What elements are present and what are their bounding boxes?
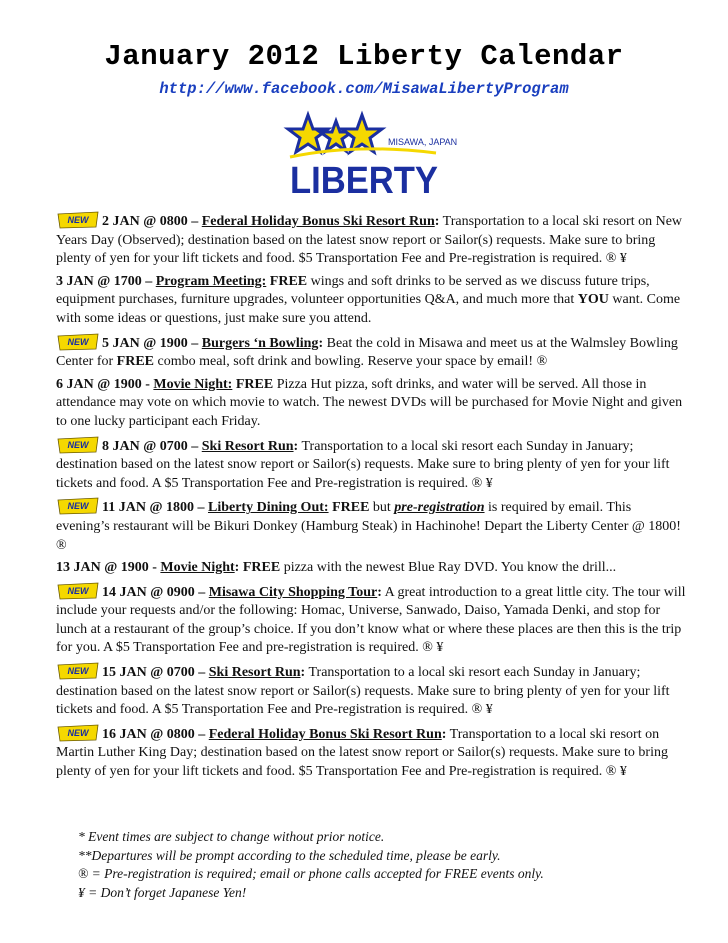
new-badge-icon [56,497,100,515]
facebook-url[interactable]: http://www.facebook.com/MisawaLibertyProgram [159,80,569,98]
event-title-link[interactable]: Movie Night [160,560,235,576]
event-date: 2 JAN @ 0800 – [102,214,199,229]
liberty-logo [286,113,458,202]
event-colon: : [300,665,306,681]
event-entry-11jan [56,497,686,555]
event-entry-8jan [56,436,686,494]
event-title-link[interactable]: Burgers ‘n Bowling [201,335,319,351]
footnote-departures: **Departures will be prompt according to the scheduled time, please be early. [78,847,501,863]
footnote-times: * Event times are subject to change without prior notice. [78,829,385,844]
event-date: 16 JAN @ 0800 – [102,726,206,742]
event-entry-3jan [56,273,686,329]
event-colon: : [441,726,447,742]
event-date: 15 JAN @ 0700 – [102,665,206,681]
event-colon: : [293,438,299,454]
event-description: Beat the cold in Misawa and meet us at the Walmsley Bowling Center for [56,335,678,370]
event-date: 6 JAN @ 1900 - [56,376,150,392]
new-badge-icon [56,333,100,351]
svg-text:NEW: NEW [67,666,89,677]
event-description-cont: combo meal, soft drink and bowling. Reserve your space by email! ® [154,354,548,370]
logo-tagline: MISAWA, JAPAN [388,137,458,147]
new-badge-icon [56,436,100,454]
event-description: Transportation to a local ski resort on Martin Luther King Day; destination based on the latest snow report or Sailor(s) requests. Make sure to bring plenty of yen for your lift tickets and food. $5 Transportation Fee and Pre-registration is required. ® ¥ [56,726,668,780]
event-description: Transportation to a local ski resort each Sunday in January; destination based on the latest snow report or Sailor(s) requests. Make sure to bring plenty of yen for your lift tickets and food. A $5 Transportation Fee and Pre-registration is required. ® ¥ [56,438,670,491]
free-label: FREE [269,273,308,289]
event-entry-5jan [56,333,686,372]
event-description-cont: is required by email. This evening’s restaurant will be Bikuri Donkey (Hamburg Steak) in Hachinohe! Depart the Liberty Center @ 1800! ® [56,500,681,553]
event-colon: : [377,584,382,600]
new-badge-icon [56,662,100,680]
footnote-yen: ¥ = Don’t forget Japanese Yen! [78,884,247,900]
event-description: Transportation to a local ski resort on New Years Day (Observed); destination based on the latest snow report or Sailor(s) requests. Make sure to bring plenty of yen for your lift tickets and food. $5 Transportation Fee and Pre-registration is required. ® ¥ [56,214,683,267]
free-label: FREE [242,560,281,576]
event-entry-6jan [56,376,686,432]
event-date: 13 JAN @ 1900 - [56,560,157,576]
event-title-link[interactable]: Program Meeting: [155,273,267,289]
event-description: A great introduction to a great little city. The tour will include your requests and/or the following: Homac, Universe, Sanwado, Daiso, Yamada Denki, and stop for lunch at a restaurant of the group’s choice. If you don’t know what or where these places are then this is the trip for you. A $5 Transportation Fee and pre-registration is required. ® ¥ [56,584,686,656]
event-entry-15jan [56,662,686,720]
event-entry-13jan [56,559,686,578]
star-icon [320,121,352,151]
svg-text:NEW: NEW [67,336,89,347]
event-entry-16jan [56,724,686,782]
event-description: pizza with the newest Blue Ray DVD. You know the drill... [280,560,617,576]
event-colon: : [234,560,240,576]
event-entry-14jan [56,582,686,658]
page-title: January 2012 Liberty Calendar [104,40,624,73]
svg-text:NEW: NEW [67,585,89,596]
free-label: FREE [116,354,154,370]
event-description: Pizza Hut pizza, soft drinks, and water will be served. All those in attendance may vote on which movie to watch. The newest DVDs will be purchased for Movie Night and given to one lucky participant each Friday. [56,376,683,429]
star-icon [342,115,382,152]
logo-stars [288,115,382,152]
svg-text:NEW: NEW [67,727,89,738]
logo-swoosh [290,149,436,157]
event-description: but [369,500,395,516]
event-title-link[interactable]: Movie Night: [153,376,233,392]
events-list [56,211,686,786]
footnote-preregistration: ® = Pre-registration is required; email or phone calls accepted for FREE events only. [78,866,544,881]
event-entry-2jan [56,211,686,269]
event-title-link[interactable]: Misawa City Shopping Tour [208,584,378,600]
footnotes [78,828,698,902]
free-label: FREE [235,376,274,392]
event-date: 3 JAN @ 1700 – [56,273,153,289]
logo-word: LIBERTY [290,160,438,202]
new-badge-icon [56,211,100,229]
event-date: 5 JAN @ 1900 – [102,335,199,351]
event-colon: : [318,335,324,351]
event-date: 14 JAN @ 0900 – [102,584,206,600]
preregistration-link[interactable]: pre-registration [394,500,485,516]
event-title-link[interactable]: Federal Holiday Bonus Ski Resort Run [201,214,435,229]
event-title-link[interactable]: Liberty Dining Out: [207,500,329,516]
new-badge-icon [56,582,100,600]
you-emphasis: YOU [577,292,609,308]
svg-text:NEW: NEW [67,439,89,450]
svg-text:NEW: NEW [67,215,89,225]
new-badge-icon [56,724,100,742]
event-colon: : [434,214,440,229]
event-title-link[interactable]: Ski Resort Run [208,665,301,681]
event-description: Transportation to a local ski resort each Sunday in January; destination based on the latest snow report or Sailor(s) requests. Make sure to bring plenty of yen for your lift tickets and food. A $5 Transportation Fee and Pre-registration is required. ® ¥ [56,665,670,718]
event-date: 11 JAN @ 1800 – [102,500,205,516]
event-date: 8 JAN @ 0700 – [102,438,199,454]
free-label: FREE [332,500,370,516]
svg-text:NEW: NEW [67,501,89,512]
event-description: wings and soft drinks to be served as we discuss future trips, equipment purchases, furniture upgrades, volunteer opportunities Q&A, and much more that [56,273,650,308]
event-title-link[interactable]: Ski Resort Run [201,438,294,454]
event-description-cont: want. Come with some ideas or questions, just make sure you attend. [56,292,681,326]
event-title-link[interactable]: Federal Holiday Bonus Ski Resort Run [208,726,442,742]
